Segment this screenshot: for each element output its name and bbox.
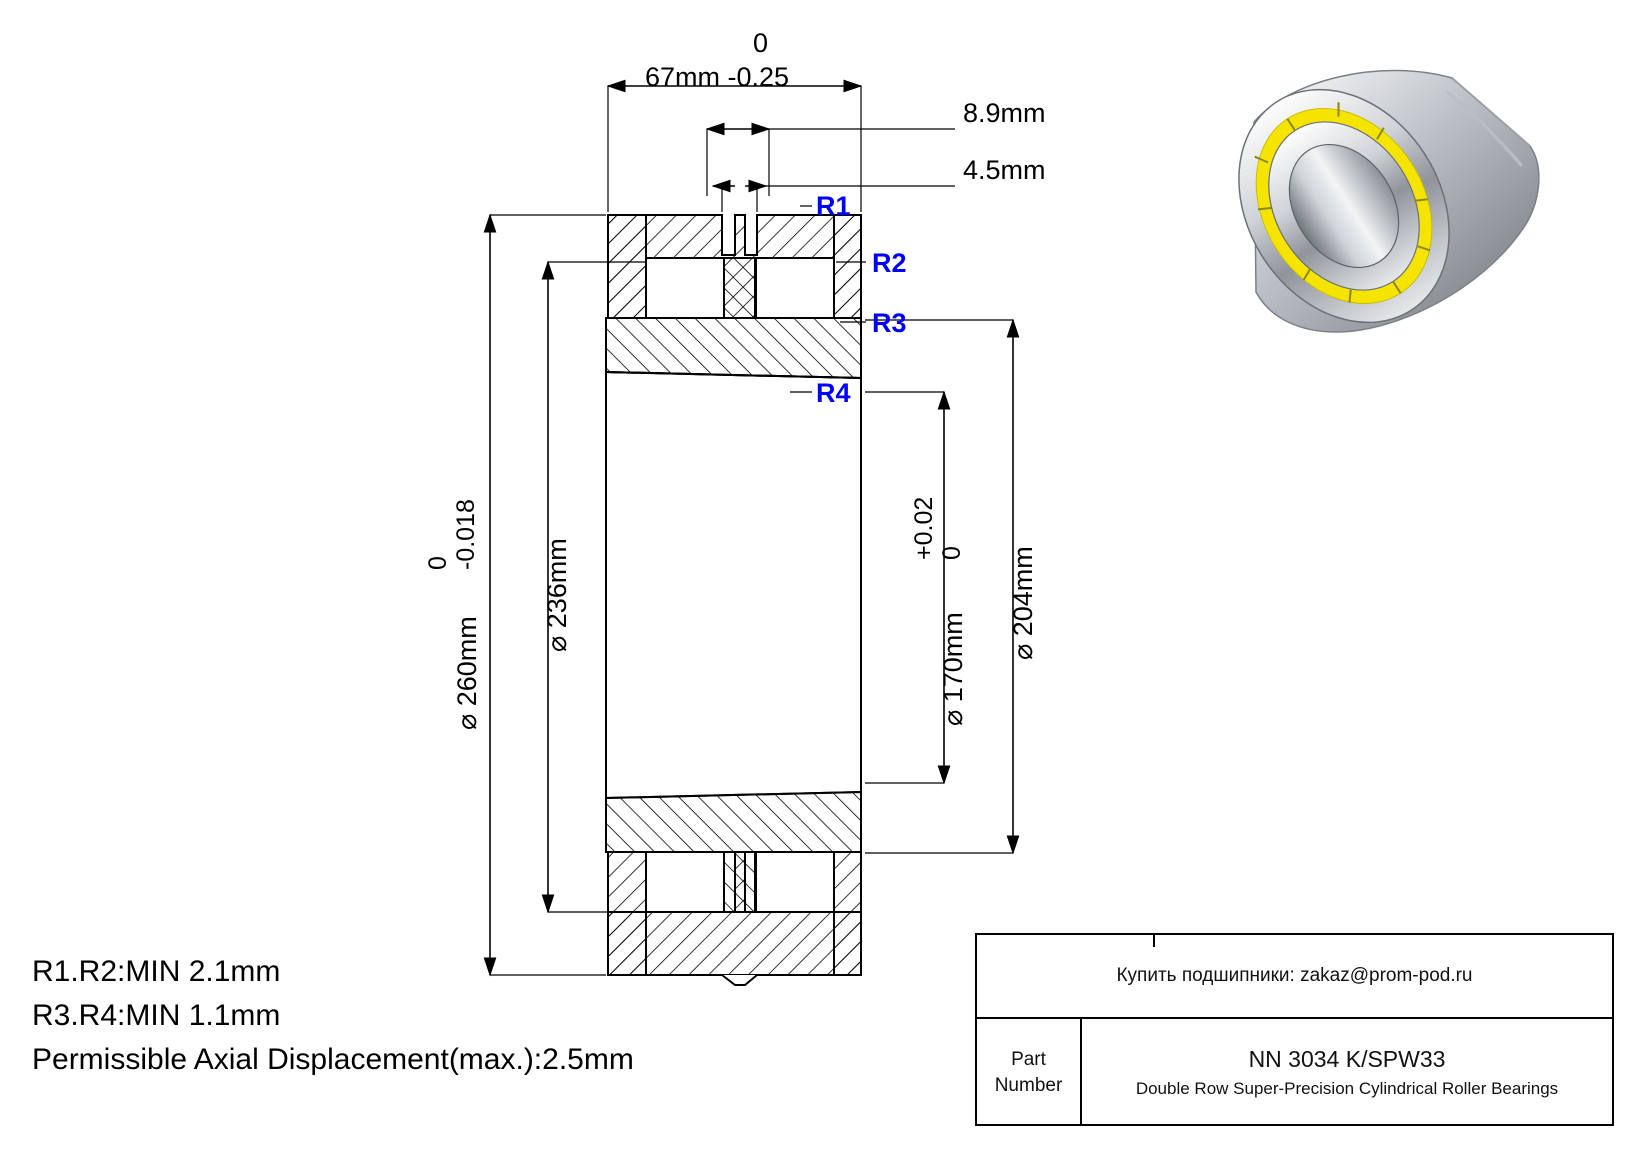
outer-diameter-tol-lower: -0.018: [452, 499, 480, 570]
width-dimension: 67mm -0.25: [645, 62, 790, 92]
outer-diameter-dimension: ⌀ 260mm: [452, 616, 482, 730]
bore-tol-upper: +0.02: [910, 496, 938, 560]
title-block-tick: [1153, 935, 1155, 947]
note-axial-displacement: Permissible Axial Displacement(max.):2.5mm: [32, 1043, 634, 1076]
width-tolerance-upper: 0: [753, 28, 769, 58]
radius-label-r3: R3: [872, 308, 907, 338]
part-row: [977, 1019, 1612, 1126]
part-label-line1: Part: [1011, 1048, 1046, 1070]
contact-row: [977, 935, 1612, 1019]
dimension-4-5mm: 4.5mm: [963, 155, 1046, 185]
notes-block: [32, 950, 792, 1082]
note-r3-r4: R3.R4:MIN 1.1mm: [32, 999, 281, 1032]
bearing-3d-illustration: [1196, 50, 1539, 363]
title-block: [975, 933, 1614, 1126]
part-label-line2: Number: [994, 1074, 1063, 1096]
contact-text: Купить подшипники: zakaz@prom-pod.ru: [1116, 965, 1473, 986]
dimension-236mm: ⌀ 236mm: [542, 538, 572, 652]
radius-label-r4: R4: [816, 378, 851, 408]
radius-label-r2: R2: [872, 248, 907, 278]
outer-diameter-tol-upper: 0: [424, 556, 452, 570]
bore-tol-lower: 0: [938, 546, 966, 560]
part-number-text: NN 3034 K/SPW33: [1248, 1046, 1446, 1072]
dimension-8-9mm: 8.9mm: [963, 98, 1046, 128]
part-number-value: [1082, 1019, 1612, 1126]
part-number-label: [977, 1019, 1082, 1126]
part-description-text: Double Row Super-Precision Cylindrical Roller Bearings: [1135, 1079, 1559, 1098]
bore-diameter-dimension: ⌀ 170mm: [938, 612, 968, 726]
radius-label-r1: R1: [816, 191, 851, 221]
note-r1-r2: R1.R2:MIN 2.1mm: [32, 955, 281, 988]
dimension-204mm: ⌀ 204mm: [1008, 546, 1038, 660]
